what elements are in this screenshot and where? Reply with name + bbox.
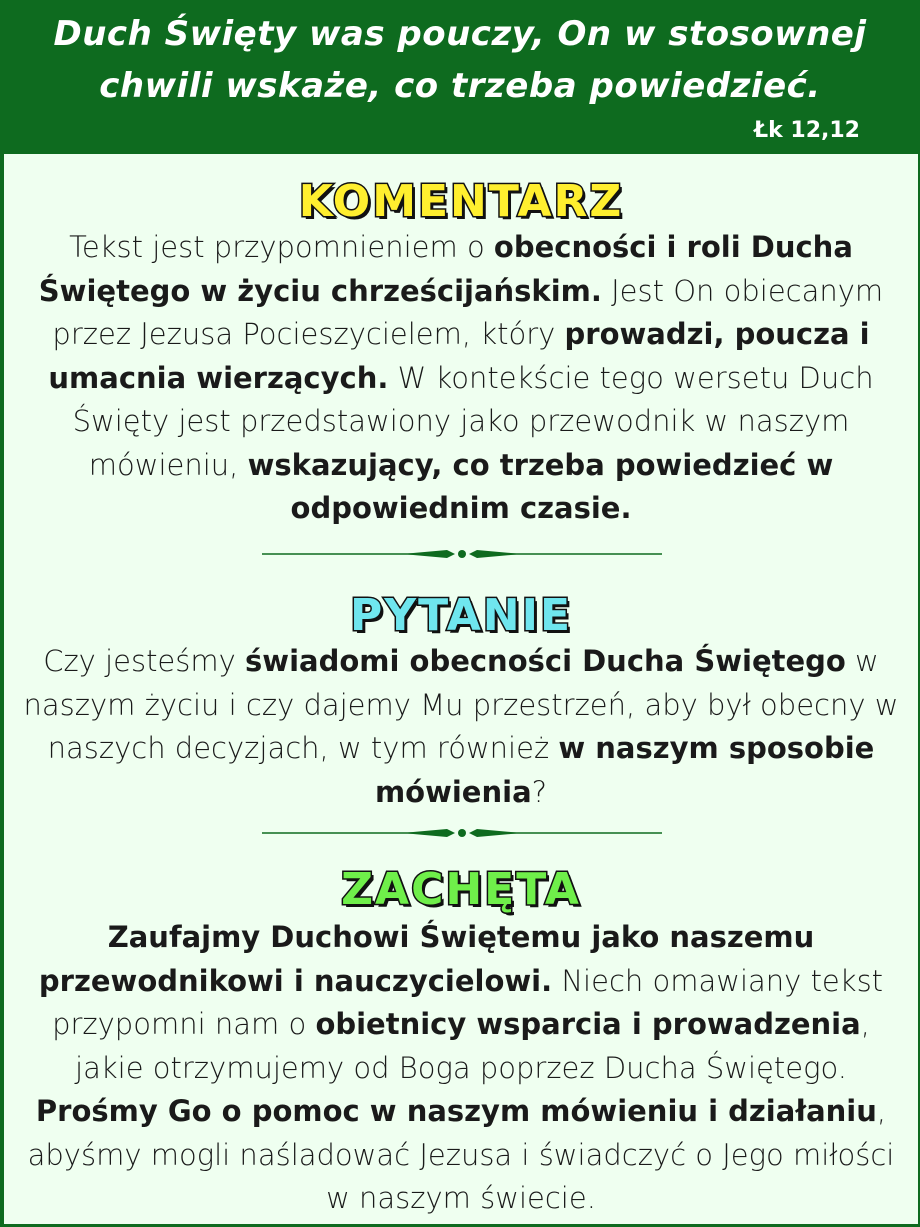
emphasis-text: obecności i roli Ducha Świętego w życiu chrześcijańskim.	[38, 230, 853, 308]
ornamental-divider-icon	[262, 826, 662, 840]
body-text: W kontekście tego wersetu Duch Święty jest przedstawiony jako przewodnik w naszym mówieniu,	[72, 360, 874, 482]
body-text: Tekst jest przypomnieniem o	[69, 230, 494, 264]
emphasis-text: Zaufajmy Duchowi Świętemu jako naszemu przewodnikowi i nauczycielowi.	[38, 920, 815, 998]
zacheta-text	[14, 916, 908, 1221]
header-banner	[0, 0, 920, 152]
body-text: ?	[531, 774, 548, 809]
pytanie-text	[14, 640, 908, 814]
zacheta-heading: ZACHĘTA	[341, 864, 581, 915]
komentarz-heading: KOMENTARZ	[298, 176, 624, 227]
body-text: , abyśmy mogli naśladować Jezusa i świadczyć o Jego miłości w naszym świecie.	[27, 1094, 895, 1215]
ornamental-divider-icon	[262, 547, 662, 561]
emphasis-text: obietnicy wsparcia i prowadzenia	[315, 1007, 861, 1041]
scripture-quote	[0, 8, 920, 112]
body-text: w naszym życiu i czy dajemy Mu przestrzeń, aby był obecny w naszych decyzjach, w tym również	[23, 644, 899, 765]
emphasis-text: w naszym sposobie mówienia	[374, 731, 875, 809]
content-panel	[2, 152, 920, 1226]
quote-line-1: Duch Święty was pouczy, On w stosownej	[53, 14, 867, 54]
body-text: Niech omawiany tekst przypomni nam o	[52, 963, 884, 1041]
body-text: Czy jesteśmy	[43, 644, 246, 678]
scripture-reference: Łk 12,12	[753, 118, 860, 143]
emphasis-text: wskazujący, co trzeba powiedzieć w odpowiednim czasie.	[247, 447, 834, 525]
emphasis-text: świadomi obecności Ducha Świętego	[245, 644, 846, 678]
body-text: Jest On obiecanym przez Jezusa Pocieszycielem, który	[52, 273, 884, 351]
quote-line-2: chwili wskaże, co trzeba powiedzieć.	[99, 66, 821, 106]
komentarz-text	[14, 226, 908, 531]
emphasis-text: prowadzi, poucza i umacnia wierzących.	[48, 317, 870, 395]
body-text: , jakie otrzymujemy od Boga poprzez Ducha Świętego.	[75, 1007, 870, 1085]
emphasis-text: Prośmy Go o pomoc w naszym mówieniu i działaniu	[35, 1094, 877, 1128]
pytanie-heading: PYTANIE	[349, 590, 572, 641]
